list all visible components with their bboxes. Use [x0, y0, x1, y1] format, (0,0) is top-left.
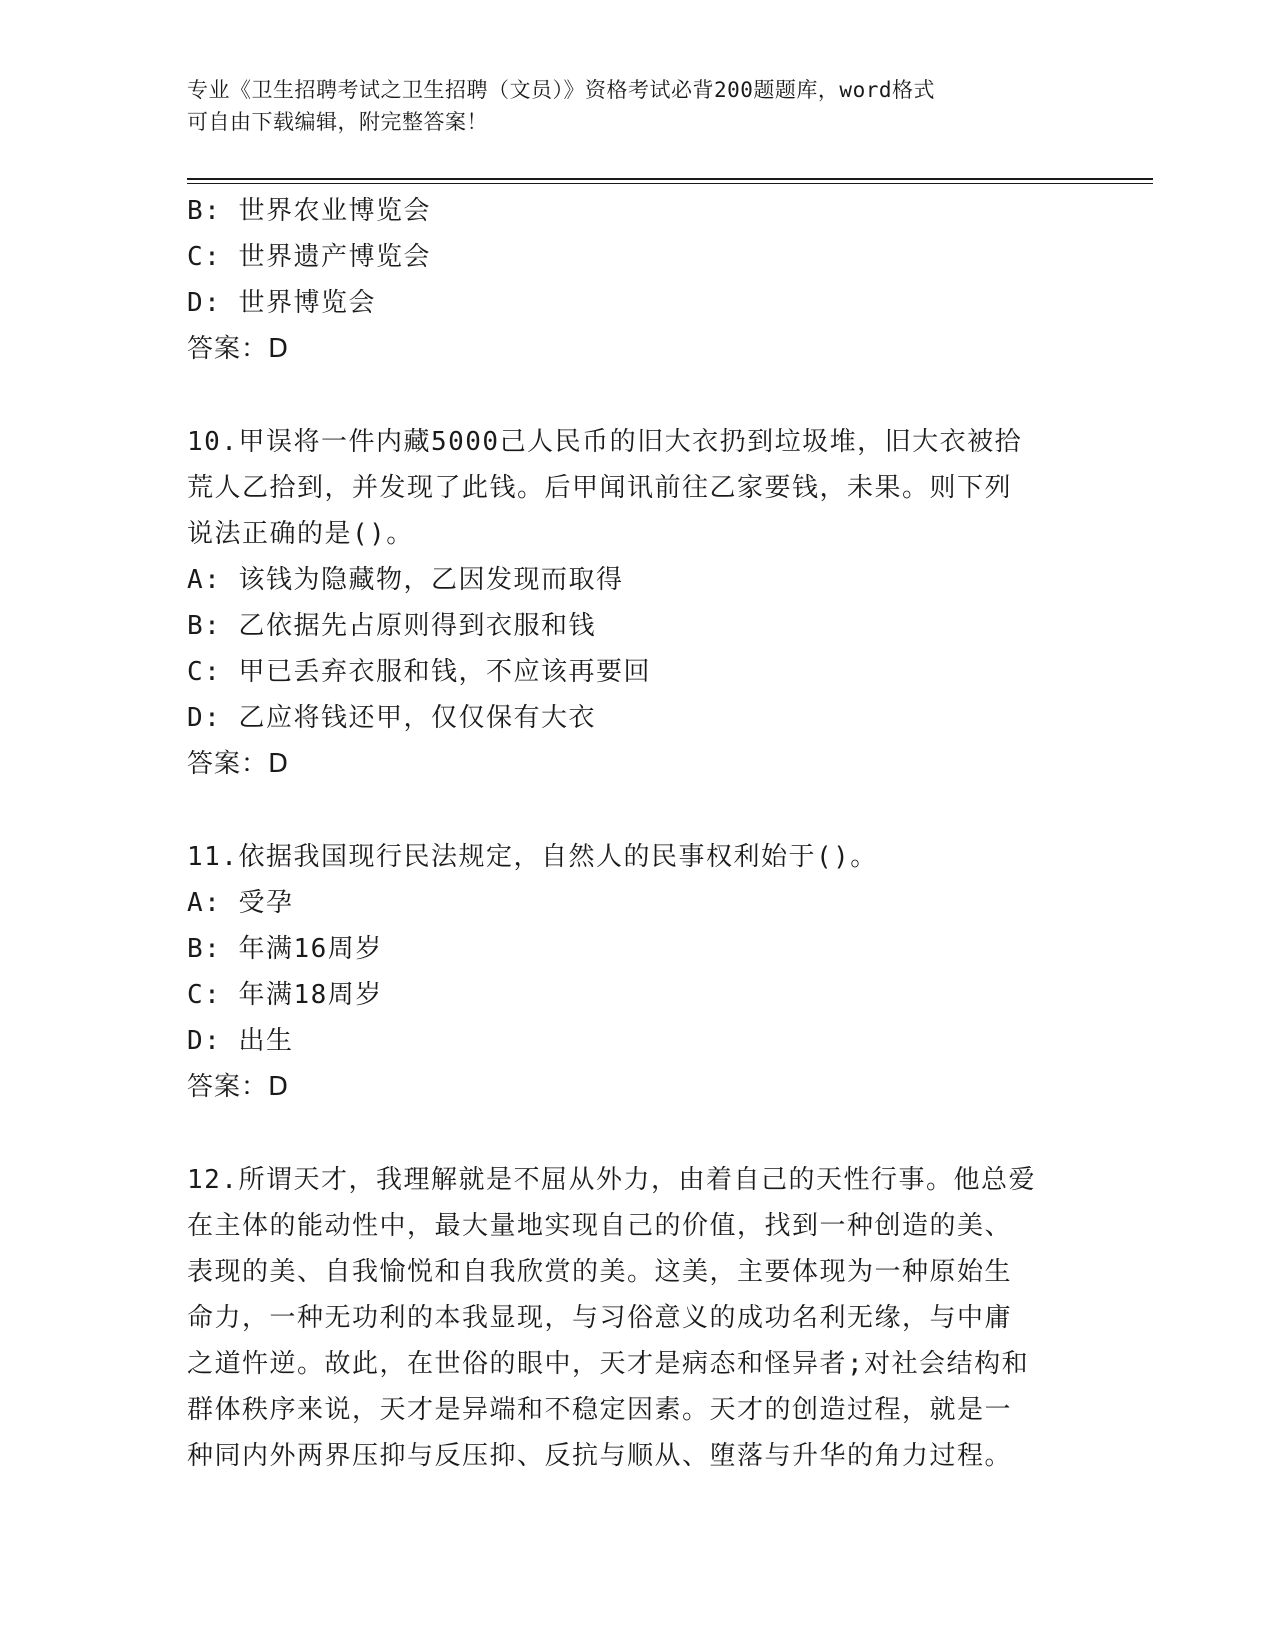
question-11 — [187, 834, 1077, 1110]
header-rule-thick — [187, 178, 1153, 180]
option-b: B: 世界农业博览会 — [187, 196, 431, 226]
option-b: B: 乙依据先占原则得到衣服和钱 — [187, 611, 596, 641]
question-text-line: 命力，一种无功利的本我显现，与习俗意义的成功名利无缘，与中庸 — [187, 1303, 1013, 1333]
question-text-line: 之道忤逆。故此，在世俗的眼中，天才是病态和怪异者;对社会结构和 — [187, 1349, 1030, 1379]
answer-line: 答案：D — [187, 749, 290, 779]
question-text-line: 在主体的能动性中，最大量地实现自己的价值，找到一种创造的美、 — [187, 1211, 1013, 1241]
question-text-line: 说法正确的是()。 — [187, 519, 414, 549]
option-d: D: 乙应将钱还甲，仅仅保有大衣 — [187, 703, 596, 733]
option-b: B: 年满16周岁 — [187, 934, 383, 964]
question-10 — [187, 419, 1077, 787]
document-body — [187, 188, 1077, 1479]
question-text-line: 11.依据我国现行民法规定，自然人的民事权利始于()。 — [187, 842, 878, 872]
question-9-tail — [187, 188, 1077, 372]
option-a: A: 该钱为隐藏物，乙因发现而取得 — [187, 565, 624, 595]
question-text-line: 种同内外两界压抑与反压抑、反抗与顺从、堕落与升华的角力过程。 — [187, 1441, 1013, 1471]
option-a: A: 受孕 — [187, 888, 294, 918]
header-rule-thin — [187, 183, 1153, 184]
option-c: C: 年满18周岁 — [187, 980, 383, 1010]
document-header — [187, 74, 1067, 138]
option-c: C: 世界遗产博览会 — [187, 242, 431, 272]
answer-line: 答案：D — [187, 1072, 290, 1102]
question-12 — [187, 1157, 1077, 1479]
option-c: C: 甲已丢弃衣服和钱，不应该再要回 — [187, 657, 651, 687]
option-d: D: 出生 — [187, 1026, 294, 1056]
option-d: D: 世界博览会 — [187, 288, 376, 318]
question-text-line: 10.甲误将一件内藏5000己人民币的旧大衣扔到垃圾堆，旧大衣被拾 — [187, 427, 1023, 457]
header-line-2: 可自由下载编辑，附完整答案！ — [187, 110, 488, 134]
question-text-line: 12.所谓天才，我理解就是不屈从外力，由着自己的天性行事。他总爱 — [187, 1165, 1036, 1195]
question-text-line: 群体秩序来说，天才是异端和不稳定因素。天才的创造过程，就是一 — [187, 1395, 1013, 1425]
answer-line: 答案：D — [187, 334, 290, 364]
header-line-1: 专业《卫生招聘考试之卫生招聘（文员）》资格考试必背200题题库，word格式 — [187, 78, 935, 102]
question-text-line: 表现的美、自我愉悦和自我欣赏的美。这美，主要体现为一种原始生 — [187, 1257, 1013, 1287]
question-text-line: 荒人乙拾到，并发现了此钱。后甲闻讯前往乙家要钱，未果。则下列 — [187, 473, 1013, 503]
